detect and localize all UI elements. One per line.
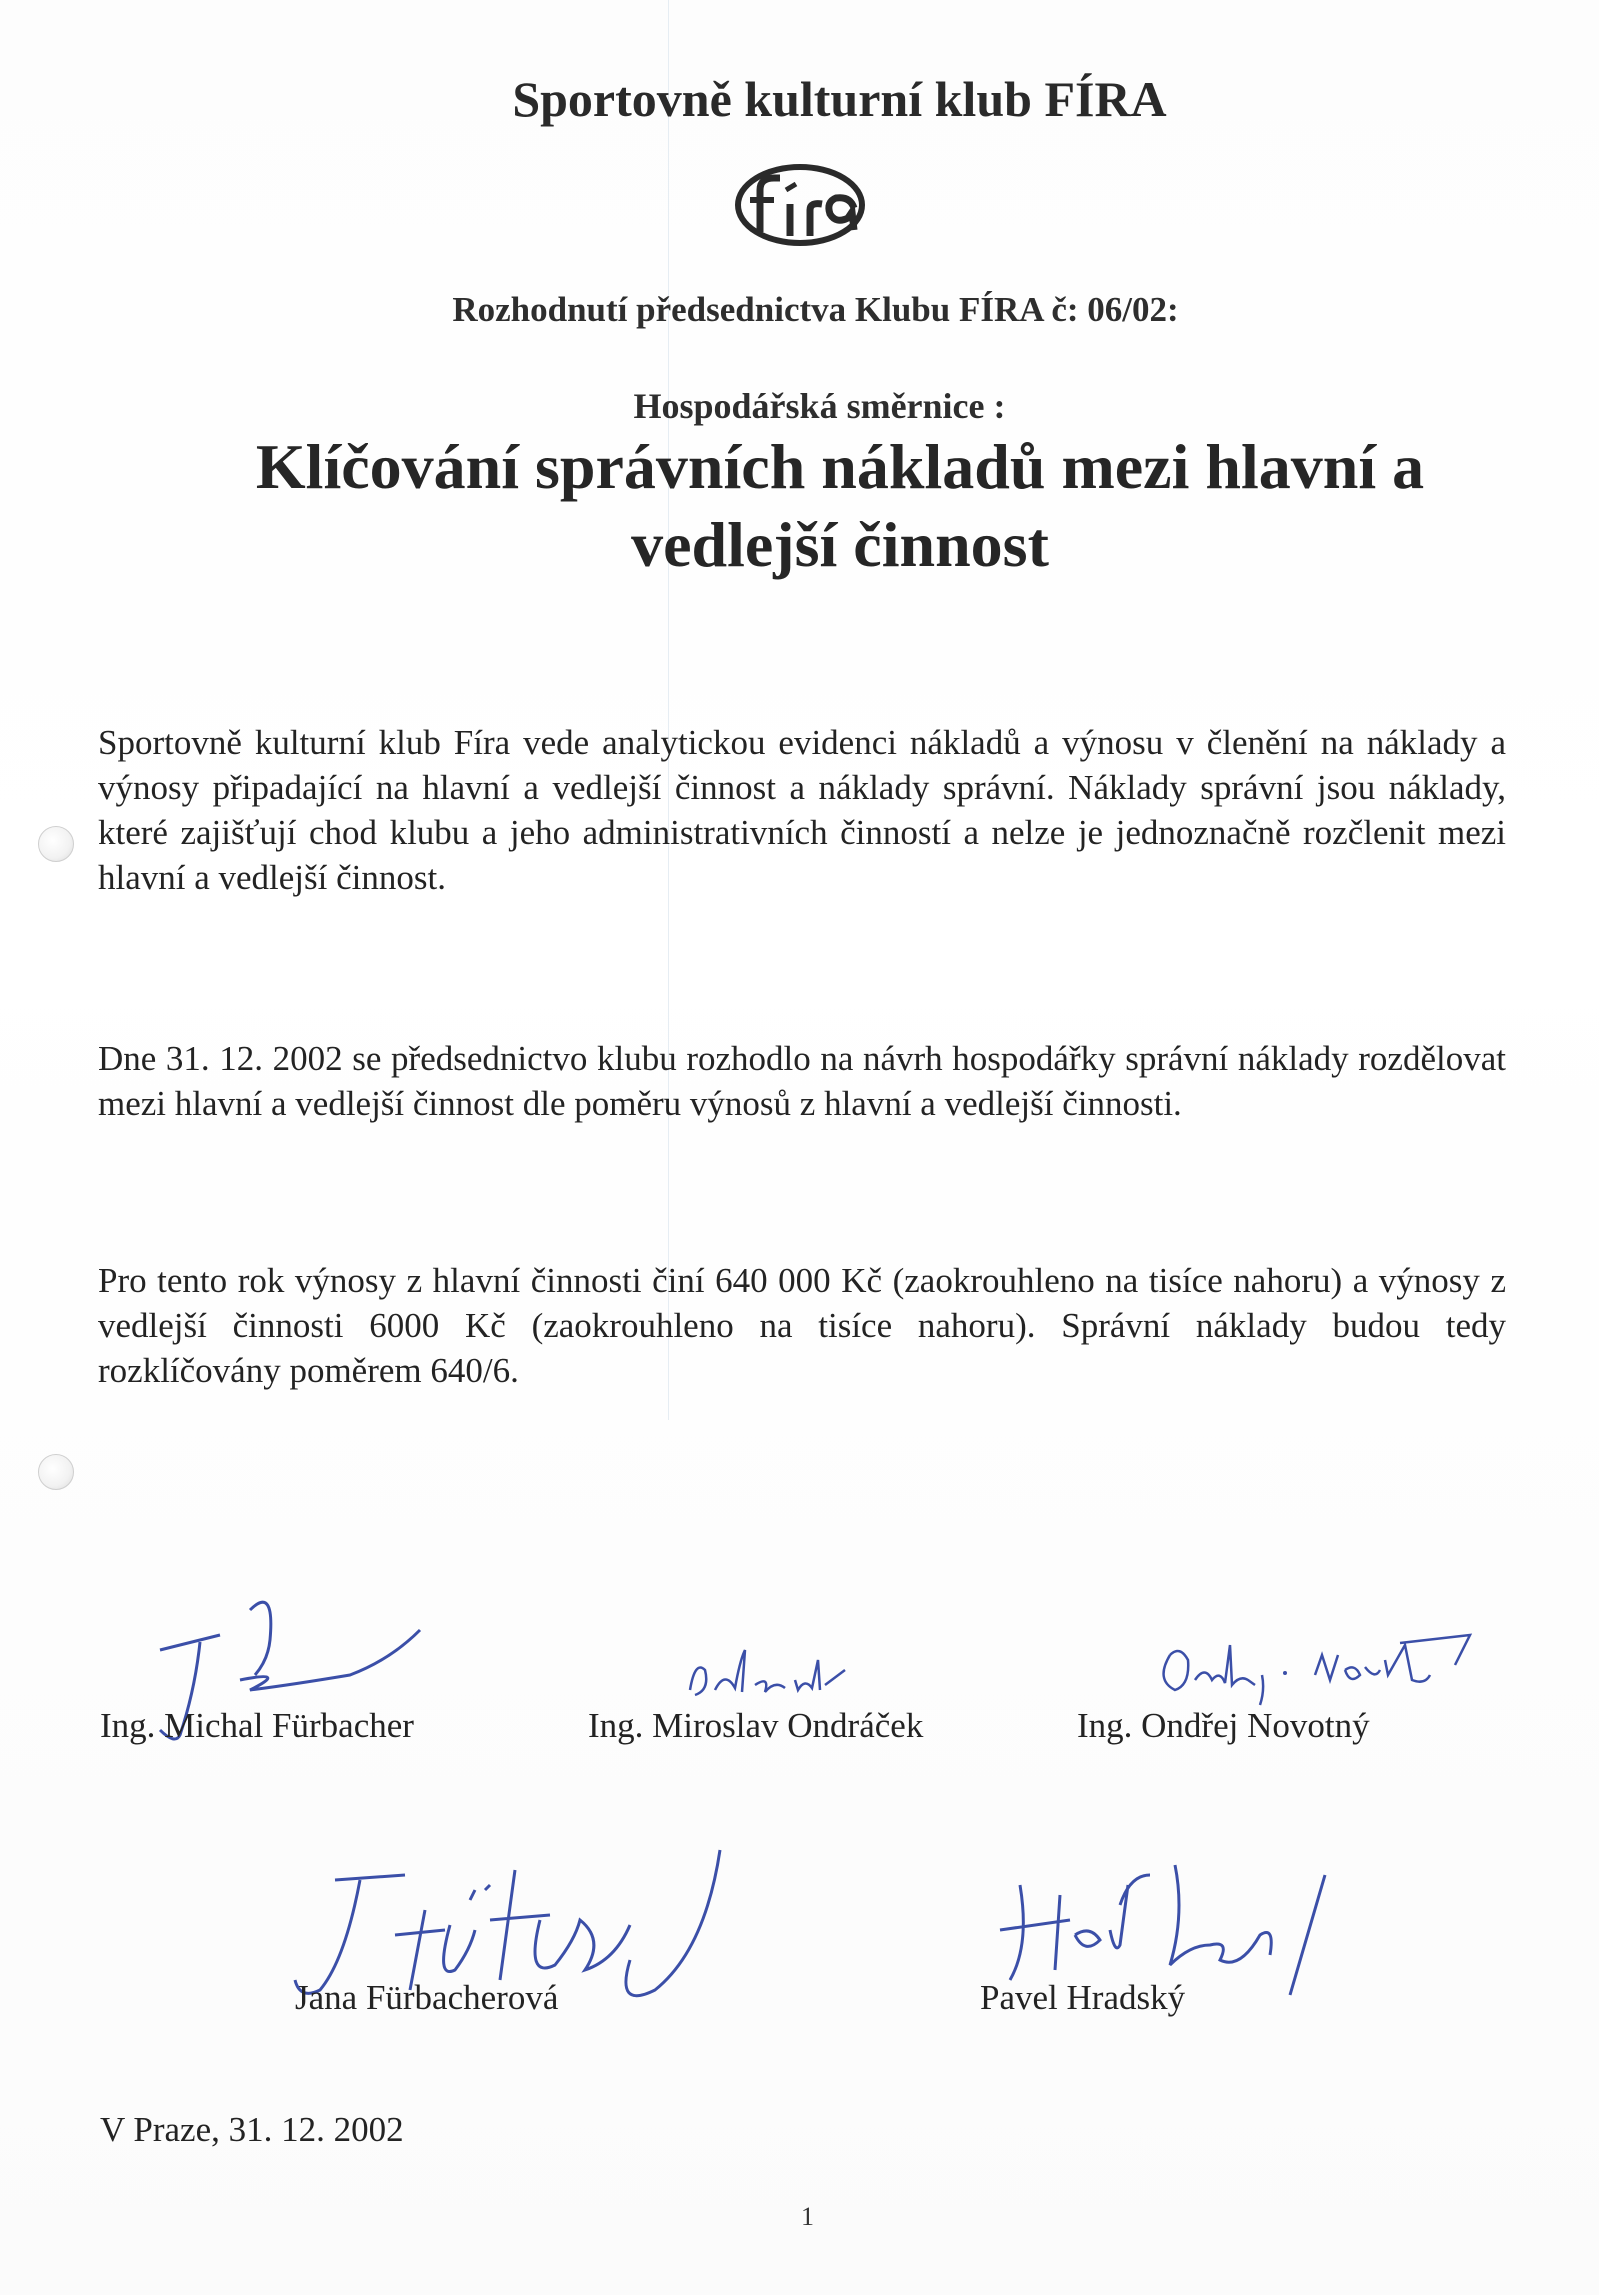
directive-label: Hospodářská směrnice : [633, 386, 1006, 426]
signatory-jana-furbacherova: Jana Fürbacherová [295, 1978, 559, 2017]
signature-ondrej-novotny [1150, 1625, 1480, 1715]
page-number: 1 [801, 2202, 814, 2231]
place-and-date: V Praze, 31. 12. 2002 [100, 2110, 404, 2149]
club-name-heading: Sportovně kulturní klub FÍRA [512, 71, 1167, 127]
punch-hole-top [38, 826, 74, 862]
paragraph-ratio: Pro tento rok výnosy z hlavní činnosti činí 640 000 Kč (zaokrouhleno na tisíce nahoru) a výnosy z vedlejší činnosti 6000 Kč (zaokrouhleno na tisíce nahoru). Správní náklady budou tedy rozklíčovány poměrem 640/6. [98, 1261, 1506, 1390]
signatory-michal-furbacher: Ing. Michal Fürbacher [100, 1706, 414, 1745]
club-logo-icon [730, 160, 870, 250]
fold-line [668, 0, 669, 1420]
signatory-ondrej-novotny: Ing. Ondřej Novotný [1077, 1706, 1370, 1745]
paragraph-decision: Dne 31. 12. 2002 se předsednictvo klubu rozhodlo na návrh hospodářky správní náklady rozdělovat mezi hlavní a vedlejší činnost dle poměru výnosů z hlavní a vedlejší činnosti. [98, 1039, 1506, 1123]
signatory-miroslav-ondracek: Ing. Miroslav Ondráček [588, 1706, 924, 1745]
decision-title: Rozhodnutí předsednictva Klubu FÍRA č: 06/02: [452, 290, 1179, 329]
document-main-title: Klíčování správních nákladů mezi hlavní a vedlejší činnost [255, 431, 1425, 580]
paragraph-accounting: Sportovně kulturní klub Fíra vede analytickou evidenci nákladů a výnosu v členění na náklady a výnosy připadající na hlavní a vedlejší činnost a náklady správní. Náklady správní jsou náklady, které zajišťují chod klubu a jeho administrativních činností a nelze je jednoznačně rozčlenit mezi hlavní a vedlejší činnost. [98, 723, 1506, 897]
signatory-pavel-hradsky: Pavel Hradský [980, 1978, 1186, 2017]
punch-hole-bottom [38, 1454, 74, 1490]
